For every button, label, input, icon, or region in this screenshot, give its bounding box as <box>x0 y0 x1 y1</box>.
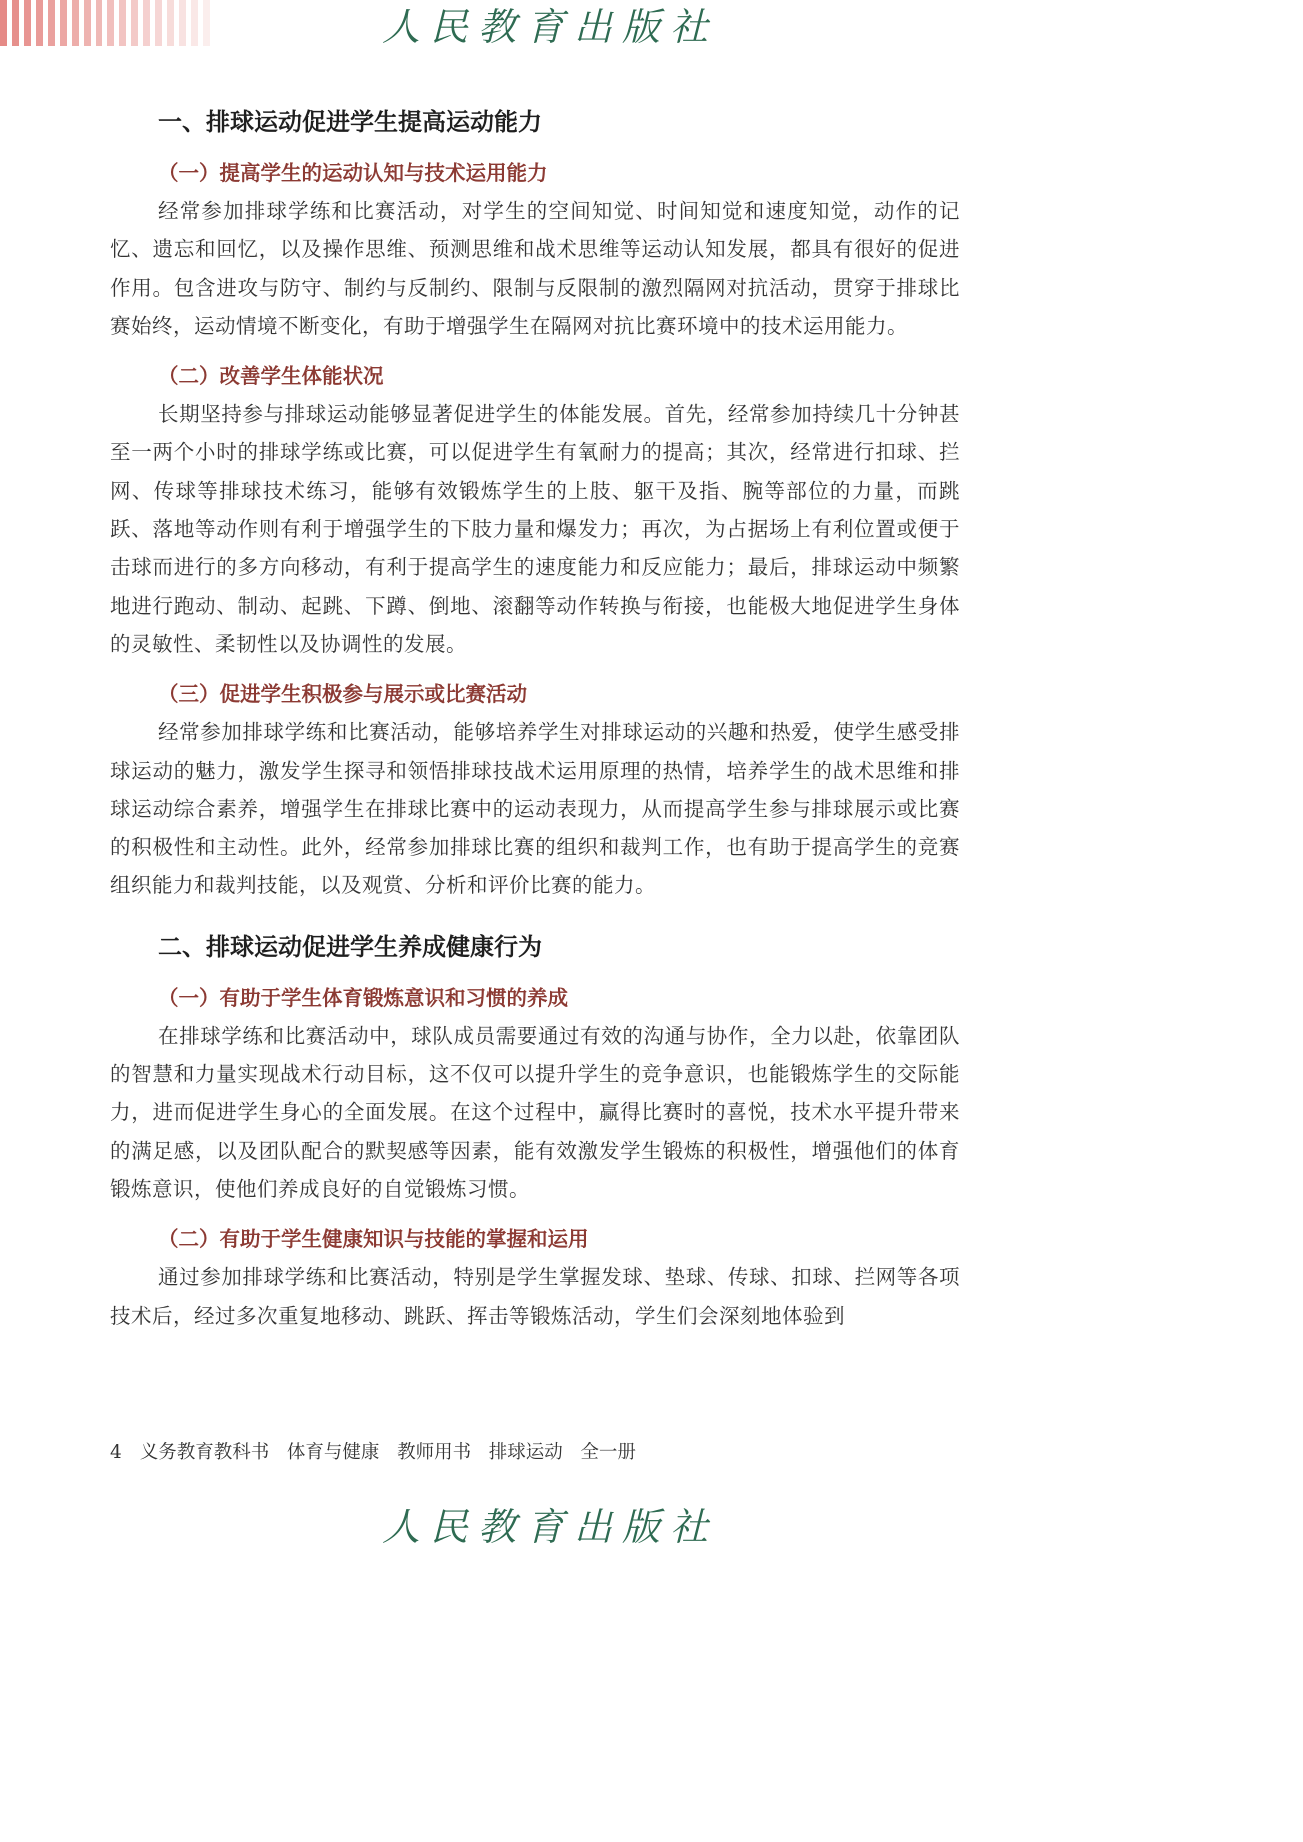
page-footer <box>110 1438 636 1464</box>
paragraph: 经常参加排球学练和比赛活动，对学生的空间知觉、时间知觉和速度知觉，动作的记忆、遗忘和回忆，以及操作思维、预测思维和战术思维等运动认知发展，都具有很好的促进作用。包含进攻与防守、制约与反制约、限制与反限制的激烈隔网对抗活动，贯穿于排球比赛始终，运动情境不断变化，有助于增强学生在隔网对抗比赛环境中的技术运用能力。 <box>110 199 960 338</box>
paragraph: 长期坚持参与排球运动能够显著促进学生的体能发展。首先，经常参加持续几十分钟甚至一两个小时的排球学练或比赛，可以促进学生有氧耐力的提高；其次，经常进行扣球、拦网、传球等排球技术练习，能够有效锻炼学生的上肢、躯干及指、腕等部位的力量，而跳跃、落地等动作则有利于增强学生的下肢力量和爆发力；再次，为占据场上有利位置或便于击球而进行的多方向移动，有利于提高学生的速度能力和反应能力；最后，排球运动中频繁地进行跑动、制动、起跳、下蹲、倒地、滚翻等动作转换与衔接，也能极大地促进学生身体的灵敏性、柔韧性以及协调性的发展。 <box>110 402 960 656</box>
book-info: 义务教育教科书 体育与健康 教师用书 排球运动 全一册 <box>139 1442 636 1463</box>
subsection-title: （二）有助于学生健康知识与技能的掌握和运用 <box>158 1227 589 1252</box>
subsection-title: （一）提高学生的运动认知与技术运用能力 <box>158 161 548 185</box>
paragraph: 在排球学练和比赛活动中，球队成员需要通过有效的沟通与协作，全力以赴，依靠团队的智慧和力量实现战术行动目标，这不仅可以提升学生的竞争意识，也能锻炼学生的交际能力，进而促进学生身心的全面发展。在这个过程中，赢得比赛时的喜悦，技术水平提升带来的满足感，以及团队配合的默契感等因素，能有效激发学生锻炼的积极性，增强他们的体育锻炼意识，使他们养成良好的自觉锻炼习惯。 <box>110 1023 960 1201</box>
publisher-logo: 人民教育出版社 <box>381 1505 718 1549</box>
publisher-logo: 人民教育出版社 <box>381 5 718 49</box>
section-title: 一、排球运动促进学生提高运动能力 <box>158 108 542 136</box>
page-number: 4 <box>110 1442 122 1463</box>
paragraph: 通过参加排球学练和比赛活动，特别是学生掌握发球、垫球、传球、扣球、拦网等各项技术后，经过多次重复地移动、跳跃、挥击等锻炼活动，学生们会深刻地体验到 <box>110 1265 960 1328</box>
subsection-title: （一）有助于学生体育锻炼意识和习惯的养成 <box>158 985 568 1010</box>
page-content <box>110 102 960 1335</box>
subsection-title: （二）改善学生体能状况 <box>158 364 384 389</box>
section-title: 二、排球运动促进学生养成健康行为 <box>158 932 542 961</box>
subsection-title: （三）促进学生积极参与展示或比赛活动 <box>158 682 527 707</box>
paragraph: 经常参加排球学练和比赛活动，能够培养学生对排球运动的兴趣和热爱，使学生感受排球运动的魅力，激发学生探寻和领悟排球技战术运用原理的热情，培养学生的战术思维和排球运动综合素养，增强学生在排球比赛中的运动表现力，从而提高学生参与排球展示或比赛的积极性和主动性。此外，经常参加排球比赛的组织和裁判工作，也有助于提高学生的竞赛组织能力和裁判技能，以及观赏、分析和评价比赛的能力。 <box>110 720 960 898</box>
